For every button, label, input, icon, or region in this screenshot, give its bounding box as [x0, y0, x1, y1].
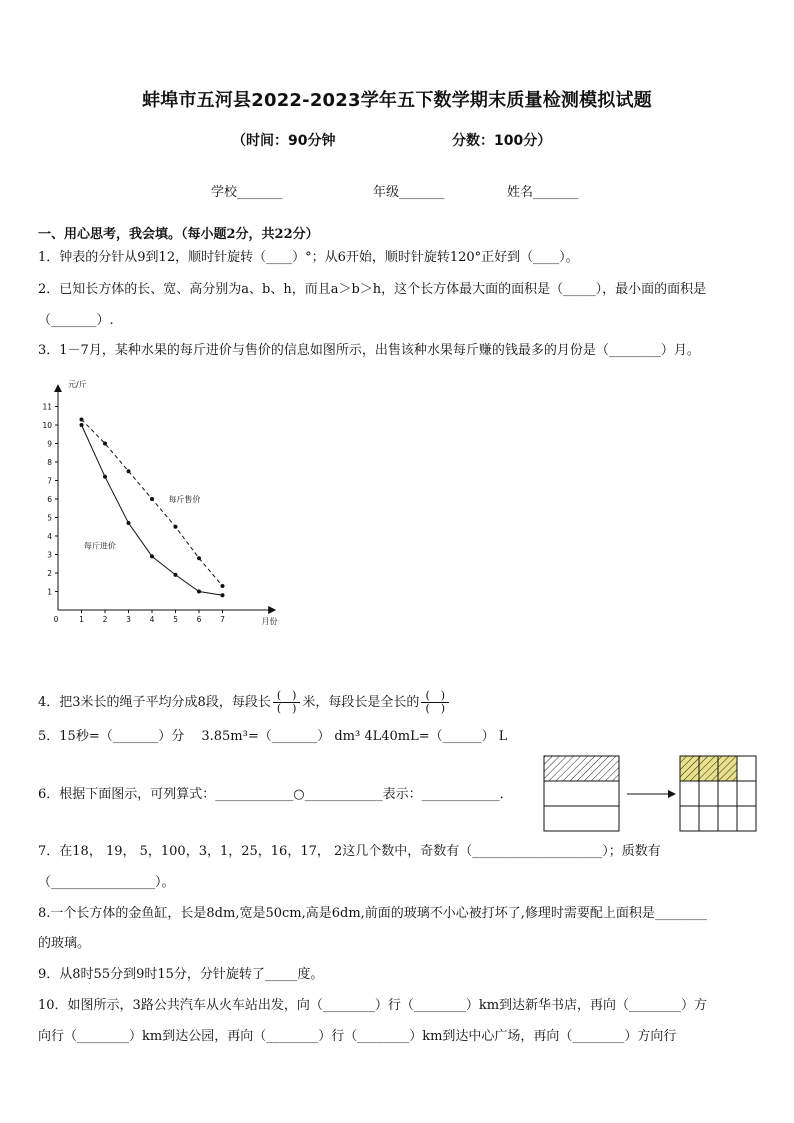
fraction-1-denominator: ( ): [276, 702, 297, 715]
x-tick-label: 2: [102, 615, 108, 624]
name-field: 姓名_______: [507, 185, 579, 200]
question-1: 1．钟表的分针从9到12，顺时针旋转（____）°；从6开始，顺时针旋转120°正好到（____）。: [38, 250, 579, 265]
x-tick-label: 1: [79, 615, 84, 624]
fraction-2: [421, 690, 449, 715]
data-point: [197, 556, 201, 560]
grid-cell-hatch: [680, 756, 699, 781]
series-line-1: [82, 419, 223, 586]
data-point: [103, 442, 107, 446]
x-tick-label: 6: [196, 615, 202, 624]
y-tick-label: 1: [47, 587, 52, 597]
data-point: [221, 593, 225, 597]
question-4: [38, 690, 451, 716]
y-tick-label: 7: [47, 476, 52, 486]
question-7-line-2: （________________）。: [38, 875, 175, 890]
left-rectangle: [544, 756, 619, 831]
grid-cell: [737, 756, 756, 781]
question-4-text-b: 米，每段长是全长的: [302, 695, 420, 710]
question-5: 5．15秒=（_______）分 3.85m³=（_______） dm³ 4L40mL=（______） L: [38, 729, 508, 744]
y-tick-label: 4: [47, 532, 52, 541]
grade-field: 年级_______: [373, 185, 445, 200]
x-tick-label: 3: [126, 615, 131, 624]
y-tick-label: 3: [47, 550, 52, 560]
y-tick-label: 5: [47, 513, 52, 523]
x-axis-label: 月份: [261, 617, 278, 626]
fraction-2-numerator: ( ): [421, 690, 449, 703]
page-title: 蚌埠市五河县2022-2023学年五下数学期末质量检测模拟试题: [142, 90, 652, 111]
y-tick-label: 8: [47, 458, 52, 467]
data-point: [174, 573, 178, 577]
data-point: [221, 584, 225, 588]
question-3: 3．1－7月，某种水果的每斤进价与售价的信息如图所示，出售该种水果每斤赚的钱最多的月份是（________）月。: [38, 343, 700, 358]
grid-cell: [718, 806, 737, 831]
grid-cell-hatch: [718, 756, 737, 781]
question-8-line-2: 的玻璃。: [38, 936, 91, 951]
left-rect-shaded-part: [544, 756, 619, 781]
fraction-2-denominator: ( ): [425, 702, 446, 715]
question-7-line-1: 7．在18， 19， 5，100，3，1，25，16，17， 2这几个数中，奇数有（____________________）；质数有: [38, 844, 661, 859]
data-point: [80, 417, 84, 421]
arrow-icon: [627, 790, 676, 798]
grid-cell: [718, 781, 737, 806]
data-point: [150, 554, 154, 558]
data-point: [127, 521, 131, 525]
series-label-cost: 每斤进价: [83, 541, 116, 551]
grid-cell: [680, 781, 699, 806]
y-tick-label: 2: [47, 569, 52, 578]
grid-cell: [680, 806, 699, 831]
price-chart: [40, 376, 300, 628]
grid-cell: [699, 806, 718, 831]
data-point: [197, 590, 201, 594]
right-grid: [680, 756, 756, 831]
grid-cell-hatch: [699, 756, 718, 781]
section-heading: 一、用心思考，我会填。（每小题2分，共22分）: [38, 227, 319, 242]
grid-cell: [737, 806, 756, 831]
data-point: [80, 423, 84, 427]
grid-cell: [737, 781, 756, 806]
data-point: [150, 497, 154, 501]
question-6-figure: [540, 754, 760, 834]
grid-cell: [699, 781, 718, 806]
question-9: 9．从8时55分到9时15分，分针旋转了_____度。: [38, 967, 324, 982]
fraction-1-numerator: ( ): [273, 690, 301, 703]
question-2-line-2: （_______）.: [38, 313, 114, 328]
data-point: [174, 525, 178, 529]
data-point: [103, 475, 107, 479]
x-tick-label: 4: [149, 615, 155, 624]
x-tick-label: 0: [53, 615, 59, 624]
x-tick-label: 5: [173, 615, 178, 624]
question-4-text-a: 4．把3米长的绳子平均分成8段，每段长: [38, 695, 271, 710]
question-10-line-1: 10．如图所示，3路公共汽车从火车站出发，向（________）行（________）km到达新华书店，再向（________）方: [38, 998, 708, 1013]
school-field: 学校_______: [211, 185, 283, 200]
exam-time: （时间：90分钟: [232, 133, 336, 149]
question-8-line-1: 8.一个长方体的金鱼缸，长是8dm,宽是50cm,高是6dm,前面的玻璃不小心被打坏了,修理时需要配上面积是________: [38, 906, 707, 921]
left-rect-part-3: [544, 806, 619, 831]
question-2-line-1: 2．已知长方体的长、宽、高分别为a、b、h，而且a＞b＞h，这个长方体最大面的面积是（_____），最小面的面积是: [38, 282, 707, 297]
series-label-sale: 每斤售价: [168, 495, 201, 504]
y-axis-label: 元/斤: [68, 380, 87, 390]
question-6: 6．根据下面图示，可列算式：____________○____________表示：____________．: [38, 787, 513, 802]
series-line-2: [82, 425, 223, 595]
left-rect-part-2: [544, 781, 619, 806]
y-tick-label: 10: [42, 421, 52, 430]
y-tick-label: 9: [47, 439, 52, 449]
fraction-1: [273, 690, 301, 715]
question-10-line-2: 向行（________）km到达公园，再向（________）行（________）km到达中心广场，再向（________）方向行: [38, 1029, 677, 1044]
y-tick-label: 11: [42, 402, 52, 412]
y-tick-label: 6: [47, 495, 52, 504]
data-point: [127, 469, 131, 473]
x-tick-label: 7: [220, 615, 225, 624]
exam-score: 分数：100分）: [452, 133, 552, 149]
